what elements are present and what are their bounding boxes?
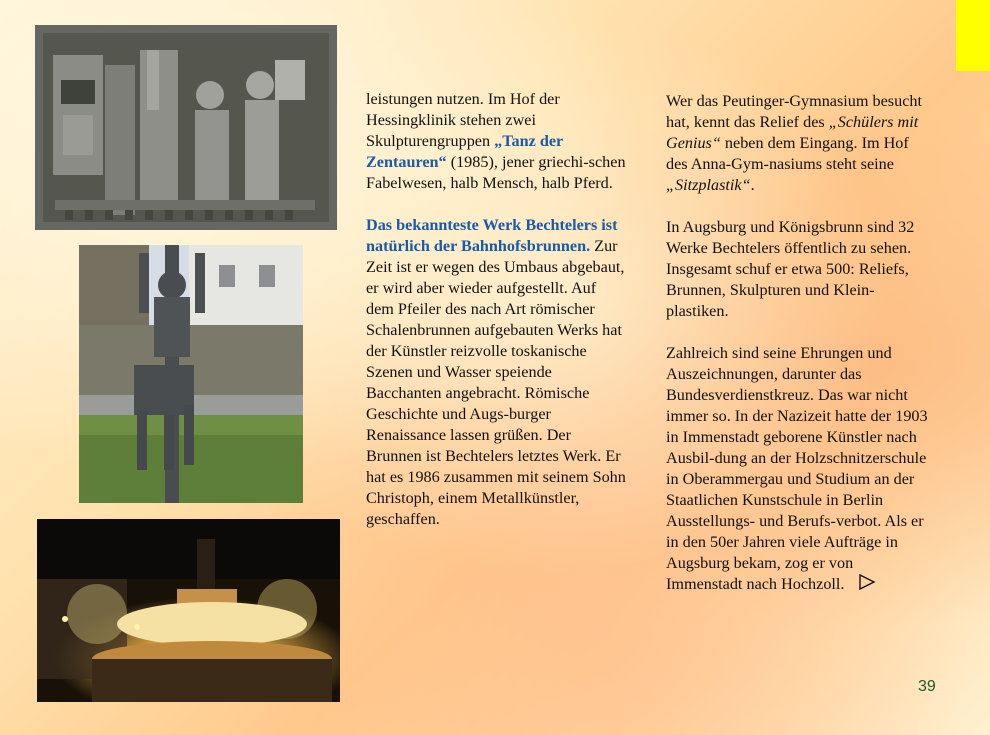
column2-p1-text-c: . [750,176,755,194]
column2-p1-text-a: Wer das Peutinger-Gymnasium besucht hat, kennt das Relief des [666,92,922,131]
column1-paragraph-2 [366,215,628,530]
column2-paragraph-2: In Augsburg und Königsbrunn sind 32 Werke Bechtelers öffentlich zu sehen. Insgesamt schuf er etwa 500: Reliefs, Brunnen, Skulpturen und Klein-plastiken. [666,218,915,320]
fountain-photo [37,519,340,702]
column1-p1-text-b: (1985), jener griechi-schen Fabelwesen, halb Mensch, halb Pferd. [366,153,626,192]
statue-photo [79,245,303,503]
column2-p1-italic-1: „Schülers mit Genius“ [666,113,919,152]
column2-p1-italic-2: „Sitzplastik“ [666,176,751,194]
text-column-1 [366,89,628,530]
column2-paragraph-1 [666,91,928,196]
column2-paragraph-3 [666,343,928,596]
relief-photo [35,25,337,230]
page-number: 39 [918,678,936,695]
column1-p2-highlight: Das bekannteste Werk Bechtelers ist natürlich der Bahnhofsbrunnen. [366,216,618,255]
column1-p1-highlight: „Tanz der Zentauren“ [366,132,563,171]
column1-paragraph-1 [366,89,628,194]
column2-p3-text: Zahlreich sind seine Ehrungen und Auszeichnungen, darunter das Bundesverdienstkreuz. Das war nicht immer so. In der Nazizeit hatte der 1903 in Immenstadt geborene Künstler nach Ausbil-dung an der Holzschnitzerschule in Oberammergau und Studium an der Staatlichen Kunstschule in Berlin Ausstellungs- und Berufs-verbot. Als er in den 50er Jahren viele Aufträge in Augsburg bekam, zog er von Immenstadt nach Hochzoll. [666,344,928,593]
text-column-2 [666,91,928,596]
play-triangle-icon[interactable] [858,574,876,596]
column1-p1-text-a: leistungen nutzen. Im Hof der Hessingklinik stehen zwei Skulpturengruppen [366,90,560,150]
column1-p2-text: Zur Zeit ist er wegen des Umbaus abgebaut, er wird aber wieder aufgestellt. Auf dem Pfeiler des nach Art römischer Schalenbrunnen aufgebauten Werks hat der Künstler reizvolle toskanische Szenen und Wasser speiende Bacchanten angebracht. Römische Geschichte und Augs-burger Renaissance lassen grüßen. Der Brunnen ist Bechtelers letztes Werk. Er hat es 1986 zusammen mit seinem Sohn Christoph, einem Metallkünstler, geschaffen. [366,237,626,528]
column2-p1-text-b: neben dem Eingang. Im Hof des Anna-Gym-nasiums steht seine [666,134,909,173]
corner-tab [956,0,990,71]
